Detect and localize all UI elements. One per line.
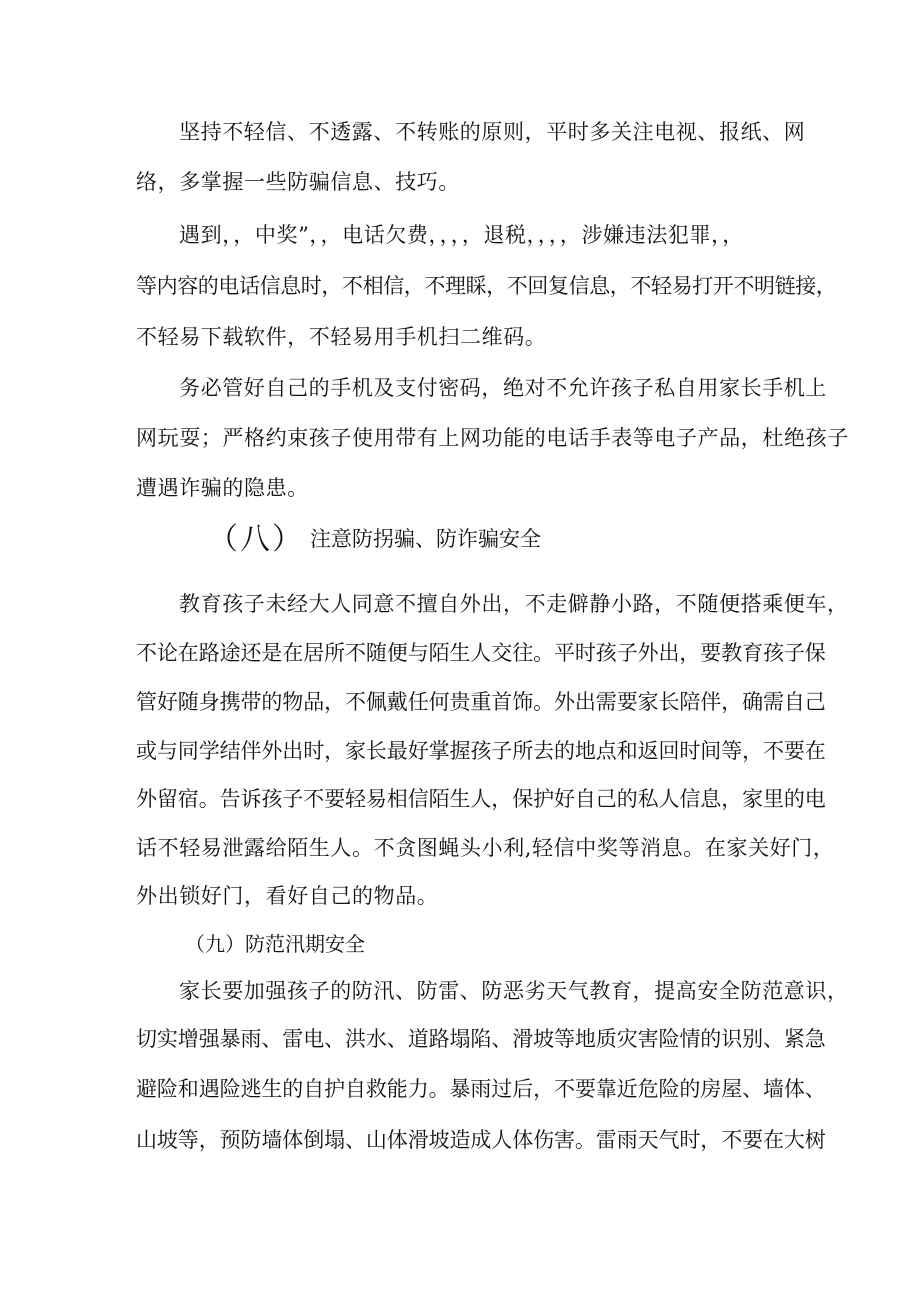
paragraph-8-line-7: 外出锁好门，看好自己的物品。 (136, 884, 439, 908)
paragraph-2-line-1: 遇到，，中奖”，，电话欠费，，，，退税，，，，涉嫌违法犯罪，， (179, 223, 744, 247)
paragraph-9-line-2: 切实增强暴雨、雷电、洪水、道路塌陷、滑坡等地质灾害险情的识别、紧急 (136, 1027, 826, 1051)
paragraph-8-line-1: 教育孩子未经大人同意不擅自外出，不走僻静小路，不随便搭乘便车， (179, 592, 849, 616)
paragraph-3-line-2: 网玩耍；严格约束孩子使用带有上网功能的电话手表等电子产品，杜绝孩子 (136, 426, 849, 450)
paragraph-8-line-6: 话不轻易泄露给陌生人。不贪图蝇头小利,轻信中奖等消息。在家关好门， (136, 836, 835, 860)
paragraph-1-line-2: 络，多掌握一些防骗信息、技巧。 (136, 170, 460, 194)
paragraph-8-line-4: 或与同学结伴外出时，家长最好掌握孩子所去的地点和返回时间等，不要在 (136, 739, 826, 763)
paragraph-3-line-1: 务必管好自己的手机及支付密码，绝对不允许孩子私自用家长手机上 (179, 376, 827, 400)
paragraph-2-line-2: 等内容的电话信息时，不相信，不理睬，不回复信息，不轻易打开不明链接， (136, 274, 837, 298)
section-heading-8 (208, 522, 541, 557)
paragraph-1-line-1: 坚持不轻信、不透露、不转账的原则，平时多关注电视、报纸、网 (179, 120, 806, 144)
paragraph-8-line-5: 外留宿。告诉孩子不要轻易相信陌生人，保护好自己的私人信息，家里的电 (136, 787, 826, 811)
paragraph-9-line-3: 避险和遇险逃生的自护自救能力。暴雨过后，不要靠近危险的房屋、墙体、 (136, 1077, 826, 1101)
paragraph-8-line-2: 不论在路途还是在居所不随便与陌生人交往。平时孩子外出，要教育孩子保 (136, 641, 826, 665)
section-heading-8-number: （八） (208, 522, 304, 557)
section-heading-8-text: 注意防拐骗、防诈骗安全 (310, 527, 541, 551)
section-heading-9: （九）防范汛期安全 (185, 932, 365, 956)
paragraph-8-line-3: 管好随身携带的物品，不佩戴任何贵重首饰。外出需要家长陪伴，确需自己 (136, 690, 826, 714)
paragraph-3-line-3: 遭遇诈骗的隐患。 (136, 476, 309, 500)
paragraph-9-line-4: 山坡等，预防墙体倒塌、山体滑坡造成人体伤害。雷雨天气时，不要在大树 (136, 1128, 826, 1152)
paragraph-9-line-1: 家长要加强孩子的防汛、防雷、防恶劣天气教育，提高安全防范意识， (179, 979, 849, 1003)
paragraph-2-line-3: 不轻易下载软件，不轻易用手机扫二维码。 (136, 325, 547, 349)
